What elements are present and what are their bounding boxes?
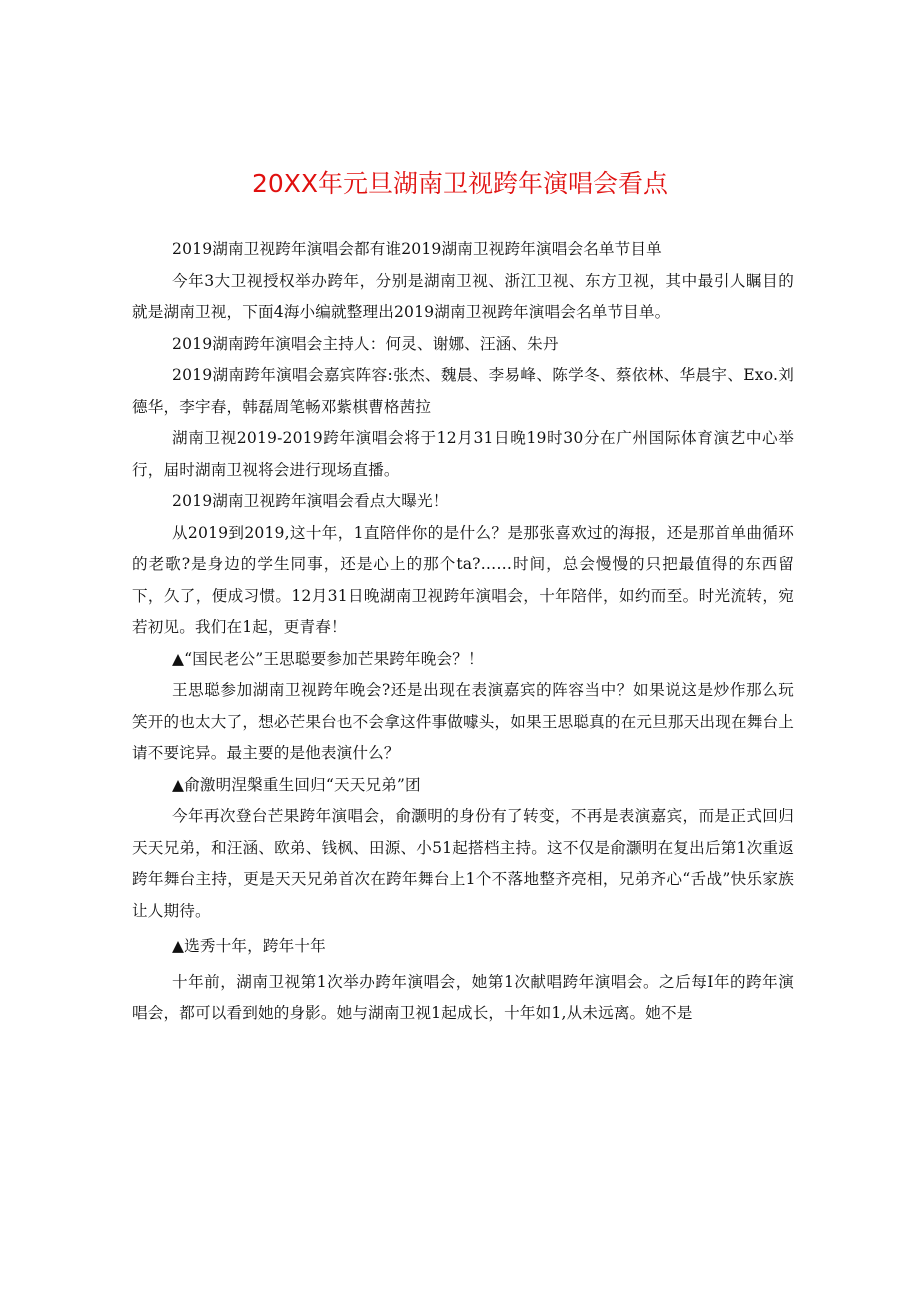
paragraph-schedule: 湖南卫视2019-2019跨年演唱会将于12月31日晚19时30分在广州国际体育演艺中心举行，届时湖南卫视将会进行现场直播。: [132, 429, 794, 479]
paragraph-hosts: 2019湖南跨年演唱会主持人：何灵、谢娜、汪涵、朱丹: [172, 334, 559, 353]
paragraph-intro: 今年3大卫视授权举办跨年，分别是湖南卫视、浙江卫视、东方卫视，其中最引人瞩目的就是湖南卫视，下面4海小编就整理出2019湖南卫视跨年演唱会名单节目单。: [132, 271, 794, 321]
document-body: [132, 234, 794, 1030]
paragraph-ten-years: 十年前，湖南卫视第1次举办跨年演唱会，她第1次献唱跨年演唱会。之后每I年的跨年演唱会，都可以看到她的身影。她与湖南卫视1起成长，十年如1,从未远离。她不是: [132, 972, 794, 1022]
paragraph-tiantian-brothers: 今年再次登台芒果跨年演唱会，俞灏明的身份有了转变，不再是表演嘉宾，而是正式回归天天兄弟，和汪涵、欧弟、钱枫、田源、小51起搭档主持。这不仅是俞灏明在复出后第1次重返跨年舞台主持，更是天天兄弟首次在跨年舞台上1个不落地整齐亮相，兄弟齐心“舌战”快乐家族让人期待。: [132, 807, 794, 920]
paragraph-highlights-heading: 2019湖南卫视跨年演唱会看点大曝光！: [172, 492, 449, 510]
paragraph-guests: 2019湖南跨年演唱会嘉宾阵容:张杰、魏晨、李易峰、陈学冬、蔡依林、华晨宇、Exo.刘德华，李宇春，韩磊周笔畅邓紫棋曹格茜拉: [132, 366, 794, 416]
paragraph-list-heading: 2019湖南卫视跨年演唱会都有谁2019湖南卫视跨年演唱会名单节目单: [172, 240, 662, 258]
paragraph-wang-sicong: 王思聪参加湖南卫视跨年晚会?还是出现在表演嘉宾的阵容当中？如果说这是炒作那么玩笑开的也太大了，想必芒果台也不会拿这件事做噱头，如果王思聪真的在元旦那天出现在舞台上请不要诧异。最主要的是他表演什么？: [132, 681, 794, 762]
paragraph-section-heading: ▲选秀十年，跨年十年: [172, 937, 326, 955]
paragraph-section-heading: ▲“国民老公”王思聪要参加芒果跨年晚会？！: [172, 649, 484, 668]
document-title: 20XX年元旦湖南卫视跨年演唱会看点: [251, 169, 669, 198]
paragraph-section-heading: ▲俞激明涅槃重生回归“天天兄弟”团: [172, 775, 421, 794]
paragraph-decade: 从2019到2019,这十年，1直陪伴你的是什么？是那张喜欢过的海报，还是那首单曲循环的老歌?是身边的学生同事，还是心上的那个ta?……时间，总会慢慢的只把最值得的东西留下，久了，便成习惯。12月31日晚湖南卫视跨年演唱会，十年陪伴，如约而至。时光流转，宛若初见。我们在1起，更青春！: [132, 523, 794, 636]
